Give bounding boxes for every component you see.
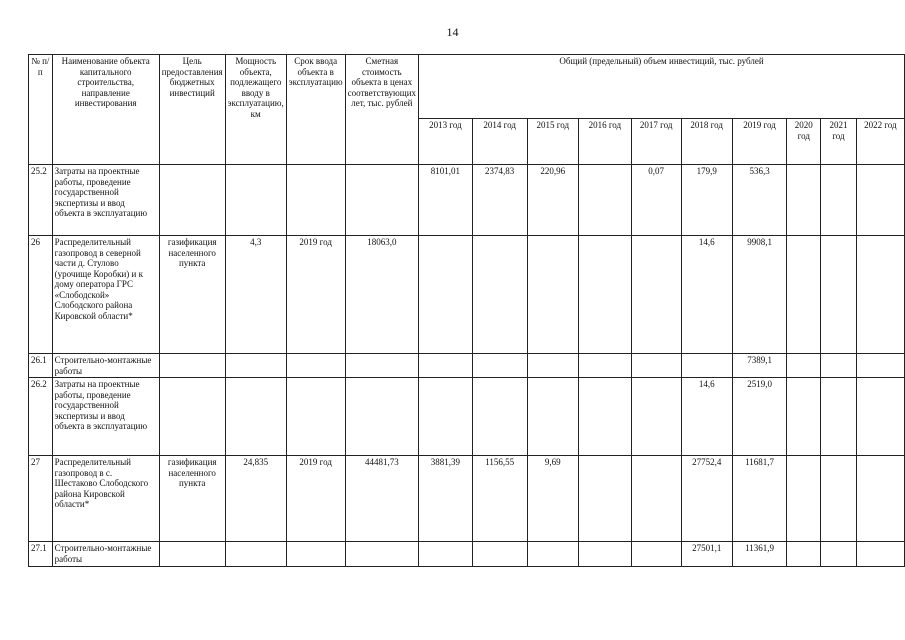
- row-num: 26: [29, 236, 53, 354]
- year-header: 2020 год: [787, 119, 821, 165]
- table-row: [29, 236, 905, 354]
- row-power: 4,3: [225, 236, 286, 354]
- table-row: [29, 165, 905, 236]
- row-year-value: [787, 354, 821, 378]
- row-name: Затраты на проектные работы, проведение государственной экспертизы и ввод объекта в эксплуатацию: [52, 165, 159, 236]
- year-header: 2021 год: [821, 119, 857, 165]
- col-goal-header: Цель предоставления бюджетных инвестиций: [159, 55, 225, 165]
- col-num-header: № п/п: [29, 55, 53, 165]
- year-header: 2019 год: [732, 119, 787, 165]
- col-total-header: Общий (предельный) объем инвестиций, тыс. рублей: [419, 55, 905, 119]
- row-year-value: [527, 378, 579, 456]
- row-year-value: [821, 236, 857, 354]
- col-cost-header: Сметная стоимость объекта в ценах соответствующих лет, тыс. рублей: [345, 55, 418, 165]
- row-term: [286, 354, 345, 378]
- row-year-value: [579, 236, 632, 354]
- row-term: [286, 165, 345, 236]
- row-power: [225, 354, 286, 378]
- row-year-value: [419, 542, 473, 567]
- row-year-value: 11681,7: [732, 456, 787, 542]
- row-year-value: 14,6: [681, 236, 732, 354]
- row-year-value: [527, 354, 579, 378]
- row-year-value: [579, 378, 632, 456]
- page-number: 14: [446, 25, 459, 39]
- row-year-value: 220,96: [527, 165, 579, 236]
- row-year-value: [787, 456, 821, 542]
- row-power: [225, 378, 286, 456]
- row-num: 27: [29, 456, 53, 542]
- row-goal: газификация населенного пункта: [159, 456, 225, 542]
- row-year-value: [856, 236, 904, 354]
- row-term: [286, 542, 345, 567]
- row-year-value: [787, 165, 821, 236]
- year-header: 2014 год: [472, 119, 527, 165]
- row-year-value: [856, 542, 904, 567]
- row-year-value: [527, 542, 579, 567]
- row-year-value: [631, 456, 681, 542]
- row-year-value: 3881,39: [419, 456, 473, 542]
- row-year-value: [821, 378, 857, 456]
- col-term-header: Срок ввода объекта в эксплуатацию: [286, 55, 345, 165]
- investment-table: [28, 54, 905, 567]
- year-header: 2013 год: [419, 119, 473, 165]
- row-year-value: [579, 165, 632, 236]
- table-row: [29, 542, 905, 567]
- row-goal: [159, 542, 225, 567]
- row-name: Распределительный газопровод в северной части д. Стулово (урочище Коробки) и к дому оператора ГРС «Слободской» Слободского района Кировской области*: [52, 236, 159, 354]
- row-year-value: 179,9: [681, 165, 732, 236]
- year-header: 2016 год: [579, 119, 632, 165]
- row-year-value: 1156,55: [472, 456, 527, 542]
- row-year-value: 9908,1: [732, 236, 787, 354]
- row-year-value: 27752,4: [681, 456, 732, 542]
- row-year-value: [856, 165, 904, 236]
- row-num: 26.1: [29, 354, 53, 378]
- row-year-value: [787, 378, 821, 456]
- row-cost: 18063,0: [345, 236, 418, 354]
- row-year-value: [419, 378, 473, 456]
- row-num: 27.1: [29, 542, 53, 567]
- row-year-value: [419, 236, 473, 354]
- col-power-header: Мощность объекта, подлежащего вводу в эксплуатацию, км: [225, 55, 286, 165]
- row-year-value: 11361,9: [732, 542, 787, 567]
- row-year-value: [821, 456, 857, 542]
- row-year-value: [821, 542, 857, 567]
- row-term: 2019 год: [286, 456, 345, 542]
- row-goal: [159, 378, 225, 456]
- row-year-value: [821, 165, 857, 236]
- row-year-value: [579, 456, 632, 542]
- row-goal: [159, 354, 225, 378]
- table-row: [29, 378, 905, 456]
- row-name: Затраты на проектные работы, проведение государственной экспертизы и ввод объекта в эксплуатацию: [52, 378, 159, 456]
- row-year-value: [472, 236, 527, 354]
- row-year-value: [787, 236, 821, 354]
- row-year-value: [631, 236, 681, 354]
- year-header: 2022 год: [856, 119, 904, 165]
- row-year-value: [631, 542, 681, 567]
- row-year-value: 0,07: [631, 165, 681, 236]
- row-year-value: [472, 354, 527, 378]
- row-name: Строительно-монтажные работы: [52, 542, 159, 567]
- row-year-value: [579, 542, 632, 567]
- row-cost: 44481,73: [345, 456, 418, 542]
- year-header: 2018 год: [681, 119, 732, 165]
- row-num: 26.2: [29, 378, 53, 456]
- row-year-value: 2374,83: [472, 165, 527, 236]
- row-year-value: [856, 456, 904, 542]
- row-year-value: [631, 378, 681, 456]
- table-row: [29, 456, 905, 542]
- row-year-value: 8101,01: [419, 165, 473, 236]
- row-year-value: [579, 354, 632, 378]
- row-year-value: [821, 354, 857, 378]
- row-cost: [345, 378, 418, 456]
- row-term: [286, 378, 345, 456]
- row-year-value: [472, 542, 527, 567]
- row-power: [225, 165, 286, 236]
- year-header: 2017 год: [631, 119, 681, 165]
- row-year-value: 536,3: [732, 165, 787, 236]
- row-year-value: [472, 378, 527, 456]
- year-header: 2015 год: [527, 119, 579, 165]
- table-row: [29, 354, 905, 378]
- row-year-value: [787, 542, 821, 567]
- header-row: [29, 55, 905, 119]
- row-power: 24,835: [225, 456, 286, 542]
- row-year-value: 9,69: [527, 456, 579, 542]
- row-cost: [345, 165, 418, 236]
- row-year-value: [856, 378, 904, 456]
- row-name: Распределительный газопровод в с. Шестаково Слободского района Кировской области*: [52, 456, 159, 542]
- row-num: 25.2: [29, 165, 53, 236]
- row-year-value: [856, 354, 904, 378]
- row-year-value: [631, 354, 681, 378]
- row-year-value: 7389,1: [732, 354, 787, 378]
- row-year-value: [419, 354, 473, 378]
- row-goal: газификация населенного пункта: [159, 236, 225, 354]
- col-name-header: Наименование объекта капитального строительства, направление инвестирования: [52, 55, 159, 165]
- row-year-value: 14,6: [681, 378, 732, 456]
- row-year-value: 27501,1: [681, 542, 732, 567]
- row-year-value: [681, 354, 732, 378]
- row-cost: [345, 354, 418, 378]
- row-cost: [345, 542, 418, 567]
- row-power: [225, 542, 286, 567]
- row-name: Строительно-монтажные работы: [52, 354, 159, 378]
- row-goal: [159, 165, 225, 236]
- row-year-value: [527, 236, 579, 354]
- row-year-value: 2519,0: [732, 378, 787, 456]
- row-term: 2019 год: [286, 236, 345, 354]
